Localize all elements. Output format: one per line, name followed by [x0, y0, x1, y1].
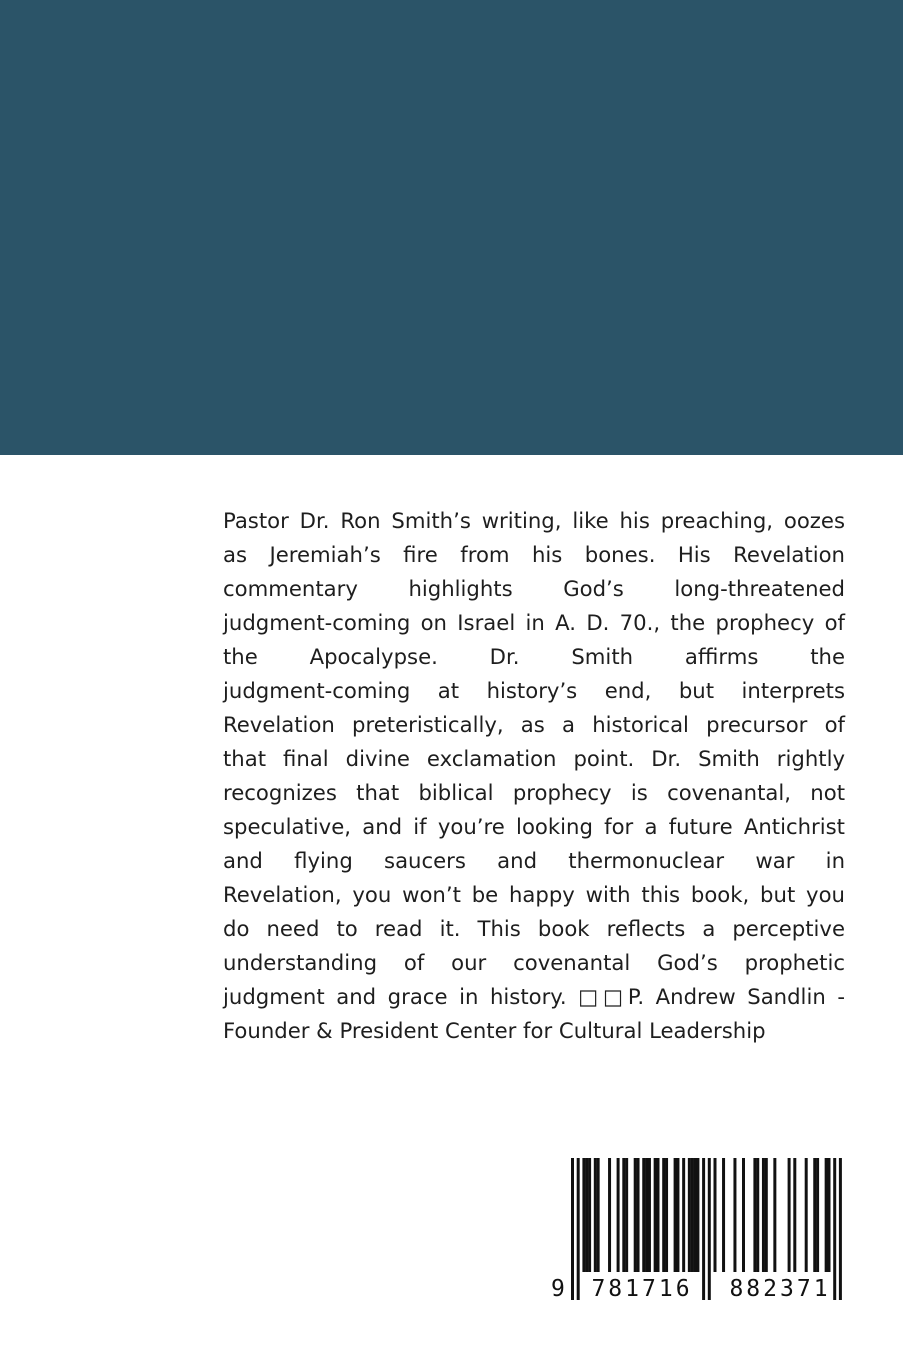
barcode-bar — [597, 1158, 600, 1272]
barcode-bar — [625, 1158, 628, 1272]
blurb-line: commentary highlights God’s long-threatened — [223, 576, 845, 601]
barcode-bar — [733, 1158, 736, 1272]
barcode-bar — [762, 1158, 765, 1272]
barcode-bar — [674, 1158, 677, 1272]
blurb-line: judgment-coming on Israel in A. D. 70., the prophecy of — [223, 610, 845, 635]
blurb-line: that final divine exclamation point. Dr. Smith rightly — [223, 746, 845, 771]
barcode-bar — [702, 1158, 705, 1300]
blurb-line: the Apocalypse. Dr. Smith affirms the — [223, 644, 845, 669]
blurb-line: Revelation preteristically, as a historical precursor of — [223, 712, 845, 737]
barcode-bar — [634, 1158, 637, 1272]
barcode-bar — [608, 1158, 611, 1272]
barcode-bar — [833, 1158, 836, 1300]
barcode-bar — [577, 1158, 580, 1300]
page-edge — [903, 0, 907, 1360]
barcode-bar — [645, 1158, 648, 1272]
barcode-bar — [571, 1158, 574, 1300]
blurb-line: as Jeremiah’s fire from his bones. His Revelation — [223, 542, 845, 567]
barcode-bar — [588, 1158, 591, 1272]
barcode-bar — [688, 1158, 691, 1272]
blurb-line: judgment and grace in history. □□P. Andrew Sandlin - — [223, 984, 845, 1009]
barcode-bar — [662, 1158, 665, 1272]
barcode-right-digits: 882371 — [729, 1276, 831, 1302]
barcode-first-digit: 9 — [551, 1276, 565, 1302]
blurb-line: Pastor Dr. Ron Smith’s writing, like his preaching, oozes — [223, 508, 845, 533]
barcode-bar — [788, 1158, 791, 1272]
barcode-bar — [648, 1158, 651, 1272]
barcode-bar — [805, 1158, 808, 1272]
barcode-bar — [694, 1158, 697, 1272]
barcode-bar — [594, 1158, 597, 1272]
blurb-line: Revelation, you won’t be happy with this book, but you — [223, 882, 845, 907]
barcode-bar — [657, 1158, 660, 1272]
blurb-line: recognizes that biblical prophecy is covenantal, not — [223, 780, 845, 805]
blurb-line: speculative, and if you’re looking for a future Antichrist — [223, 814, 845, 839]
barcode-bar — [825, 1158, 828, 1272]
barcode-bar — [742, 1158, 745, 1272]
barcode-bar — [839, 1158, 842, 1300]
barcode-bar — [765, 1158, 768, 1272]
isbn-barcode — [547, 1158, 847, 1308]
barcode-bar — [691, 1158, 694, 1272]
barcode-bar — [642, 1158, 645, 1272]
barcode-bar — [793, 1158, 796, 1272]
blurb-line: understanding of our covenantal God’s prophetic — [223, 950, 845, 975]
blurb-line: judgment-coming at history’s end, but interprets — [223, 678, 845, 703]
barcode-bar — [828, 1158, 831, 1272]
barcode-bar — [708, 1158, 711, 1300]
barcode-bar — [816, 1158, 819, 1272]
barcode-bar — [753, 1158, 756, 1272]
barcode-bar — [637, 1158, 640, 1272]
barcode-graphic — [547, 1158, 847, 1308]
barcode-bar — [773, 1158, 776, 1272]
barcode-bar — [585, 1158, 588, 1272]
barcode-bar — [813, 1158, 816, 1272]
barcode-bar — [654, 1158, 657, 1272]
barcode-bar — [756, 1158, 759, 1272]
back-cover-blurb — [223, 504, 845, 1048]
barcode-bar — [682, 1158, 685, 1272]
barcode-bar — [622, 1158, 625, 1272]
barcode-bar — [617, 1158, 620, 1272]
cover-color-band — [0, 0, 903, 455]
barcode-bar — [582, 1158, 585, 1272]
barcode-left-digits: 781716 — [591, 1276, 693, 1302]
blurb-line: and flying saucers and thermonuclear war in — [223, 848, 845, 873]
barcode-bar — [665, 1158, 668, 1272]
barcode-bar — [722, 1158, 725, 1272]
barcode-bar — [714, 1158, 717, 1272]
blurb-line-attribution: Founder & President Center for Cultural Leadership — [223, 1018, 766, 1043]
barcode-bar — [696, 1158, 699, 1272]
barcode-bar — [676, 1158, 679, 1272]
blurb-line: do need to read it. This book reflects a perceptive — [223, 916, 845, 941]
